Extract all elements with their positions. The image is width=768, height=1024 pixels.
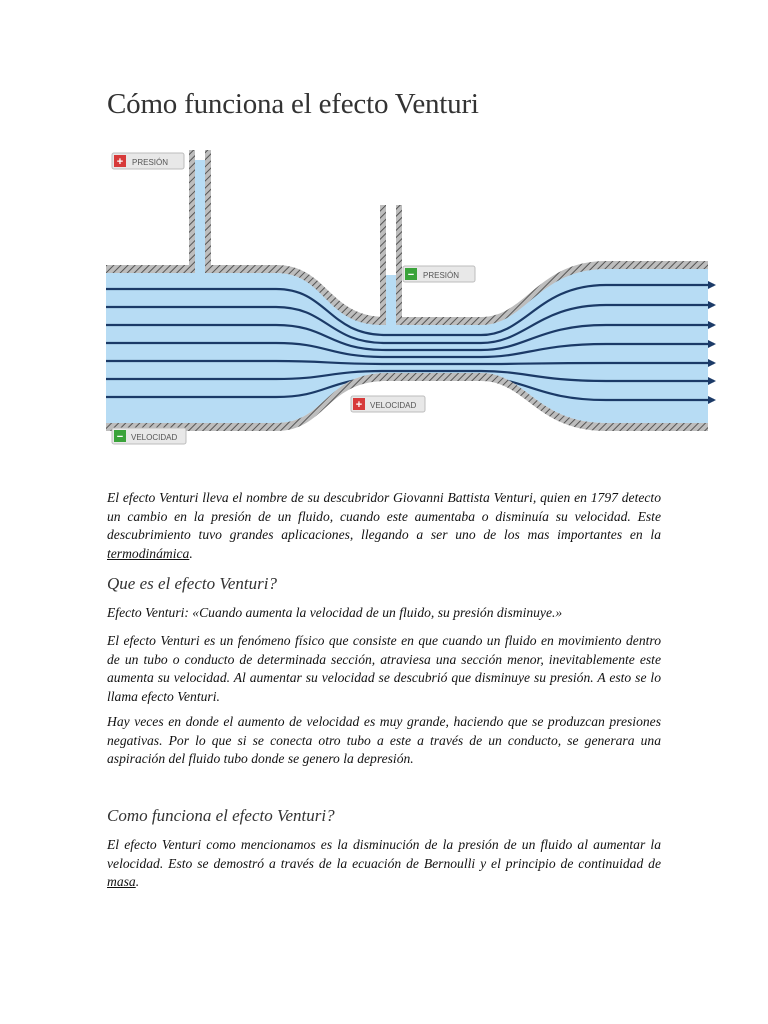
plus-icon: +	[355, 399, 363, 411]
minus-icon: −	[116, 431, 124, 443]
minus-icon: −	[407, 269, 415, 281]
intro-text: El efecto Venturi lleva el nombre de su descubridor Giovanni Battista Venturi, quien en 1797 detecto un cambio en la presión de un fluido, cuando este aumentaba o disminuía su velocidad. Este descubrimiento tuvo grandes aplicaciones, llegando a ser uno de los mas importantes en la	[107, 490, 661, 543]
right-tube-wall-a	[380, 205, 386, 325]
venturi-diagram	[106, 145, 720, 455]
intro-paragraph	[107, 489, 661, 563]
section2-text-end: .	[135, 874, 140, 890]
svg-text:VELOCIDAD: VELOCIDAD	[131, 433, 178, 442]
plus-icon: +	[116, 156, 124, 168]
left-pressure-column	[194, 160, 206, 273]
label-presion-high	[112, 153, 184, 169]
section1-paragraph-2: Hay veces en donde el aumento de velocidad es muy grande, haciendo que se produzcan presiones negativas. Por lo que si se conecta otro tubo a este a través de un conducto, se generara una aspiración del fluido tubo donde se genero la depresión.	[107, 714, 661, 767]
section2-text: El efecto Venturi como mencionamos es la disminución de la presión de un fluido al aumentar la velocidad. Esto se demostró a través de la ecuación de Bernoulli y el principio de continuidad de	[107, 837, 661, 871]
section2-paragraph	[107, 836, 661, 892]
right-pressure-column	[385, 275, 397, 325]
svg-text:PRESIÓN: PRESIÓN	[132, 158, 169, 167]
link-termodinamica[interactable]: termodinámica	[107, 545, 190, 561]
top-wall-left	[106, 265, 190, 273]
section1-quote: Efecto Venturi: «Cuando aumenta la velocidad de un fluido, su presión disminuye.»	[107, 605, 563, 620]
intro-text-end: .	[189, 545, 193, 561]
svg-text:VELOCIDAD: VELOCIDAD	[370, 401, 417, 410]
left-tube-wall-a	[189, 150, 195, 273]
left-tube-wall-b	[205, 150, 211, 273]
svg-text:PRESIÓN: PRESIÓN	[423, 271, 460, 280]
page-title: Cómo funciona el efecto Venturi	[107, 88, 479, 120]
section1-paragraph-1: El efecto Venturi es un fenómeno físico que consiste en que cuando un fluido en movimiento dentro de un tubo o conducto de determinada sección, atraviesa una sección menor, inevitablemente este aumenta su velocidad. Al aumentar su velocidad se descubrió que disminuye su presión. A esto se lo llama efecto Venturi.	[107, 633, 661, 704]
label-presion-low	[403, 266, 475, 282]
label-velocidad-high	[351, 396, 425, 412]
section1-heading: Que es el efecto Venturi?	[107, 574, 277, 593]
link-masa[interactable]: masa	[107, 874, 136, 890]
section2-heading: Como funciona el efecto Venturi?	[107, 806, 335, 825]
venturi-tube-illustration	[106, 145, 720, 455]
label-velocidad-low	[112, 428, 186, 444]
right-tube-wall-b	[396, 205, 402, 325]
